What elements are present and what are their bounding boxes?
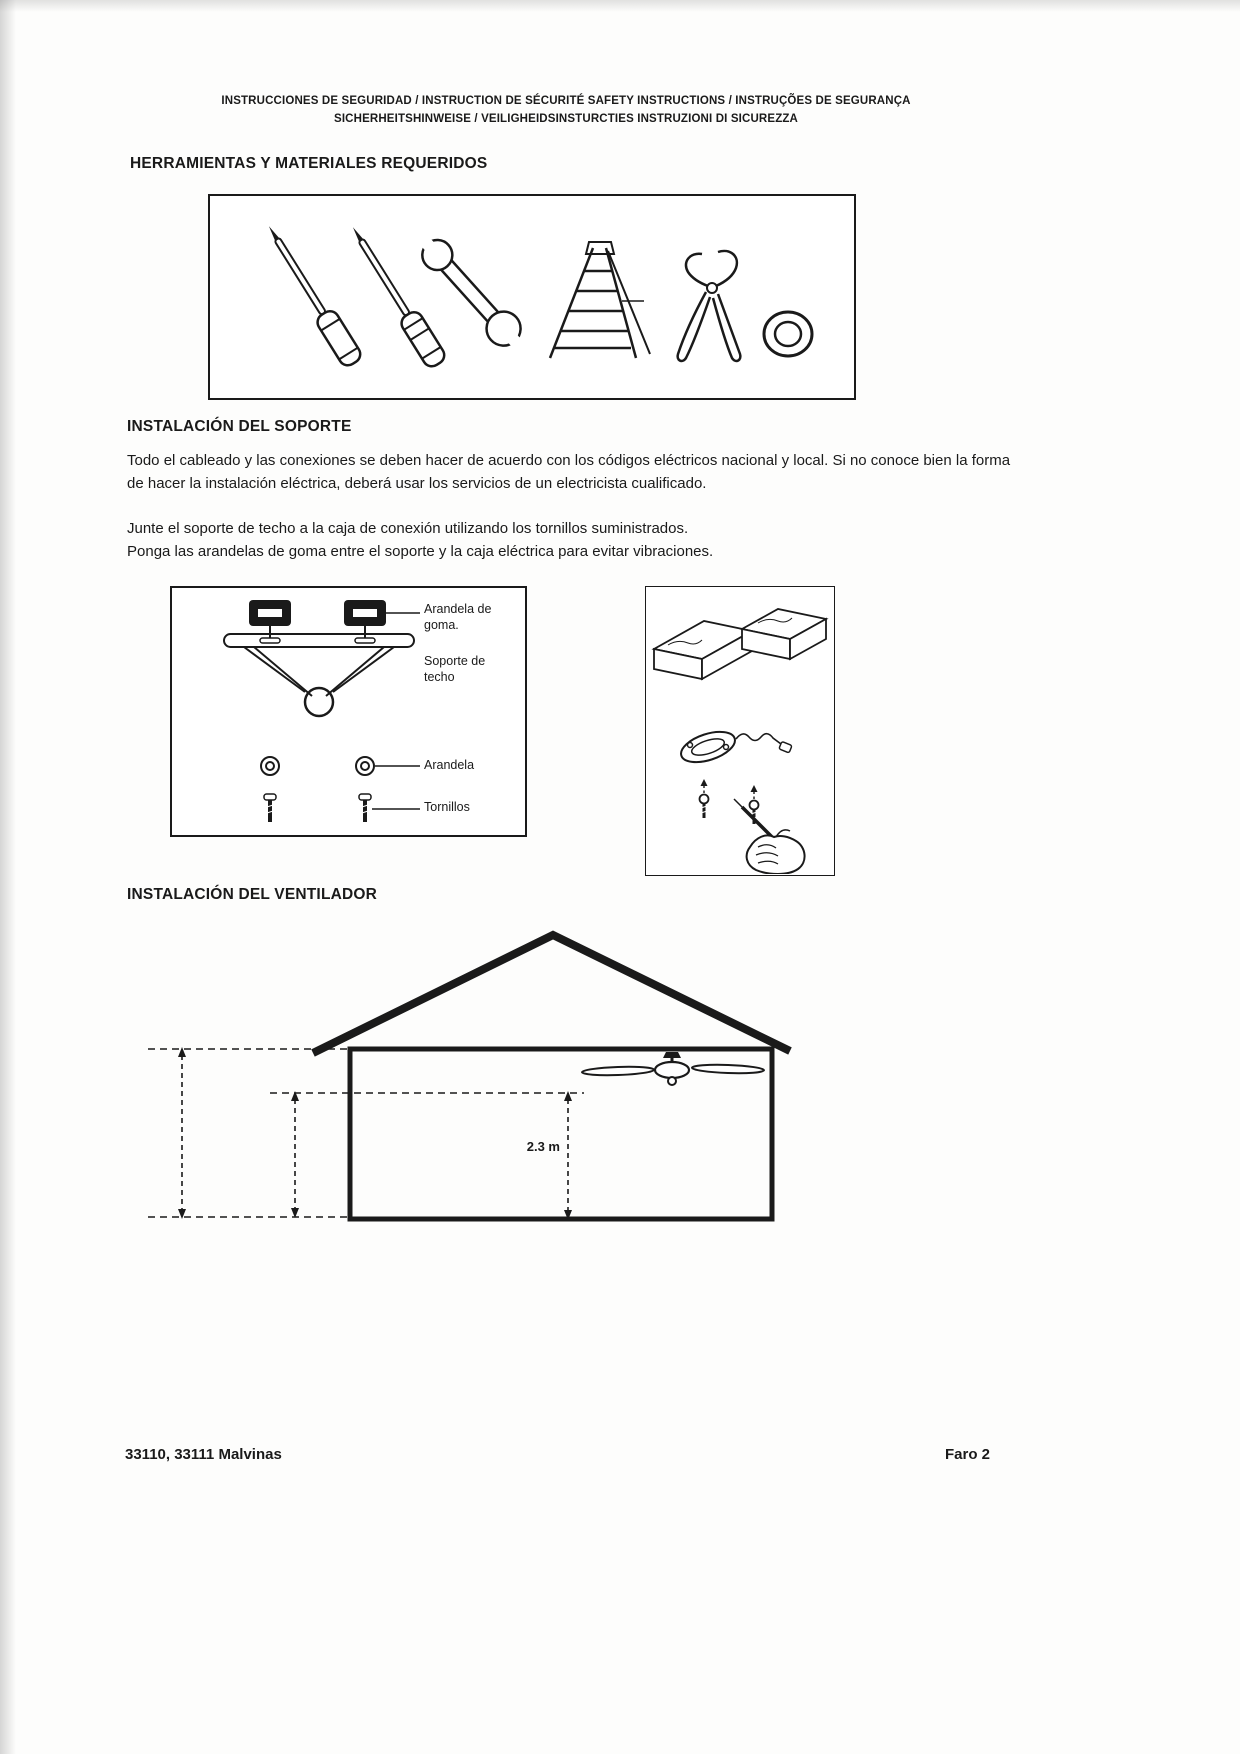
wrench-icon — [407, 224, 533, 359]
mounting-bracket-drawing — [677, 726, 792, 768]
ceiling-joist-drawing — [654, 609, 826, 679]
rubber-washer-drawing — [249, 600, 386, 626]
scan-artifact-left — [0, 0, 16, 1754]
bracket-paragraph-1: Todo el cableado y las conexiones se deben hacer de acuerdo con los códigos eléctricos nacional y local. Si no conoce bien la forma de hacer la instalación eléctrica, deberá usar los servicios de un electricista cualificado. — [127, 452, 1011, 492]
roof-drawing — [313, 935, 790, 1053]
label-ceiling-bracket: Soporte de techo — [424, 654, 486, 684]
wire-cutters-icon — [678, 251, 741, 361]
footer-model-number: 33110, 33111 Malvinas — [125, 1446, 282, 1463]
stepladder-icon — [550, 242, 650, 358]
ceiling-fan-drawing — [582, 1052, 764, 1085]
header-line1: INSTRUCCIONES DE SEGURIDAD / INSTRUCTION DE SÉCURITÉ SAFETY INSTRUCTIONS / INSTRUÇÕES DE SEGURANÇA — [221, 95, 911, 107]
house-drawing — [140, 925, 830, 1240]
bracket-paragraph-2-line2: Ponga las arandelas de goma entre el soporte y la caja eléctrica para evitar vibraciones. — [127, 542, 714, 560]
hand-screwdriver-drawing — [734, 799, 805, 874]
bracket-section-title: INSTALACIÓN DEL SOPORTE — [127, 418, 352, 435]
height-dimension-label: 2.3 m — [526, 1139, 560, 1154]
bracket-paragraph-2 — [127, 518, 1017, 563]
washer-drawing — [261, 757, 374, 775]
screws-drawing — [264, 794, 371, 822]
tools-section-title: HERRAMIENTAS Y MATERIALES REQUERIDOS — [130, 155, 488, 172]
tools-illustration-box — [208, 194, 856, 400]
joist-mounting-diagram — [645, 586, 835, 876]
label-washer: Arandela — [424, 758, 475, 772]
doc-header — [0, 92, 1132, 129]
fan-section-title: INSTALACIÓN DEL VENTILADOR — [127, 886, 378, 903]
insulating-tape-icon — [764, 312, 812, 356]
joist-drawing — [646, 587, 833, 874]
dimension-lines — [182, 1055, 568, 1212]
scan-artifact-top — [0, 0, 1240, 12]
label-rubber-washer: Arandela de goma. — [424, 602, 492, 632]
bracket-exploded-diagram — [170, 586, 527, 837]
tools-drawing — [210, 196, 854, 398]
room-outline — [350, 1049, 772, 1219]
bracket-paragraph-2-line1: Junte el soporte de techo a la caja de conexión utilizando los tornillos suministrados. — [127, 520, 689, 537]
header-line2: SICHERHEITSHINWEISE / VEILIGHEIDSINSTURCTIES INSTRUZIONI DI SICUREZZA — [334, 113, 798, 126]
ceiling-bracket-drawing — [224, 634, 414, 716]
dimension-arrowheads — [178, 1047, 572, 1220]
footer-brand-page: Faro 2 — [945, 1446, 991, 1463]
flat-screwdriver-icon — [260, 220, 364, 368]
screw-insertion-drawing — [700, 779, 759, 824]
house-height-diagram — [140, 925, 830, 1240]
reference-lines — [148, 1049, 584, 1217]
label-screws: Tornillos — [424, 800, 470, 814]
